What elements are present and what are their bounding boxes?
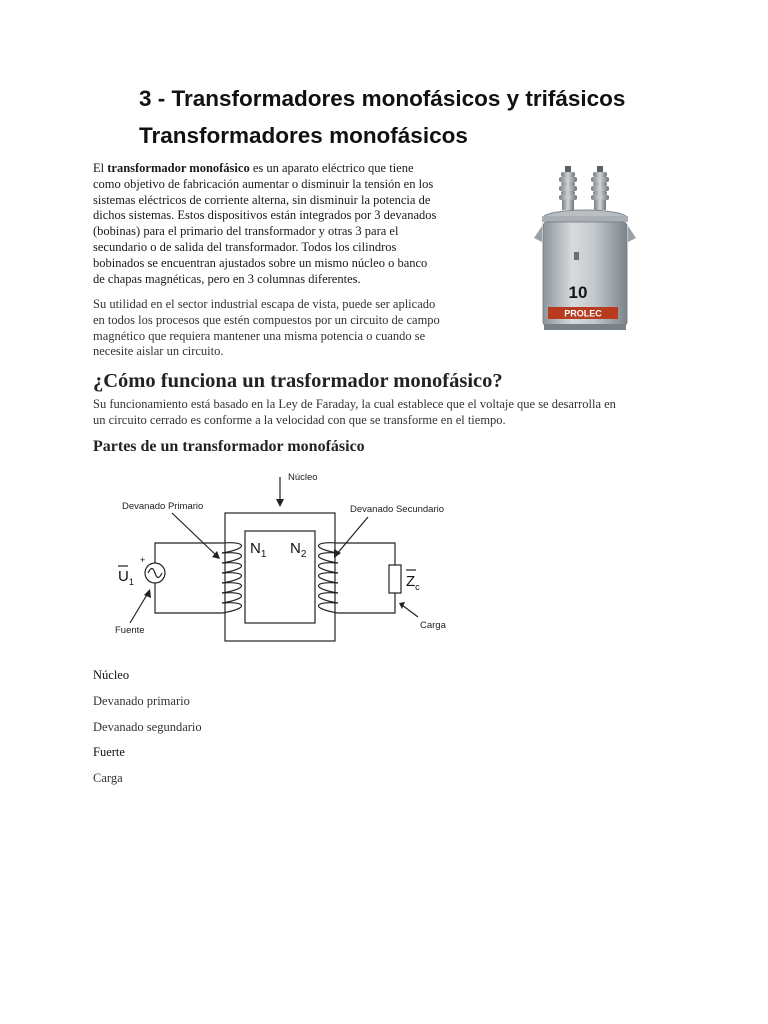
parts-list-item: Fuerte <box>93 745 125 759</box>
diagram-label-primario: Devanado Primario <box>122 501 204 512</box>
parts-list-item: Devanado segundario <box>93 720 202 734</box>
intro-line-5: (bobinas) para el primario del transformador y otras 3 para el <box>93 224 399 239</box>
transformer-number: 10 <box>568 283 588 302</box>
intro-bold-term: transformador monofásico <box>107 161 250 175</box>
utility-line-3: magnético que requiera mantener una misma potencia o cuando se <box>93 328 426 343</box>
transformer-diagram <box>100 465 460 645</box>
label-n1: $N_1$ <box>250 540 267 560</box>
intro-line-1: El transformador monofásico es un aparato eléctrico que tiene <box>93 161 414 175</box>
arrow-primario <box>172 513 218 557</box>
primary-wire-top <box>155 543 222 563</box>
diagram-label-fuente: Fuente <box>115 625 145 636</box>
intro-line-8: de chapas magnéticas, pero en 3 columnas diferentes. <box>93 271 361 286</box>
bushing-right <box>591 166 609 210</box>
arrow-carga <box>402 605 418 617</box>
sine-icon <box>148 569 162 578</box>
label-u1: $U_1$ <box>118 568 134 587</box>
parts-list-item: Núcleo <box>93 668 130 682</box>
bushing-left <box>559 166 577 210</box>
primary-wire-bottom <box>155 583 222 613</box>
intro-line-3: sistemas eléctricos de corriente alterna, sin disminuir la potencia de <box>93 192 431 207</box>
utility-paragraph <box>93 297 483 360</box>
diagram-label-nucleo: Núcleo <box>288 472 318 483</box>
svg-text:+: + <box>140 555 146 565</box>
utility-line-2: en todos los procesos que estén compuestos por un circuito de campo <box>93 312 440 327</box>
parts-list-item: Devanado primario <box>93 694 190 708</box>
diagram-label-secundario: Devanado Secundario <box>350 504 445 515</box>
intro-line-7: bobinados se encuentran ajustados sobre un mismo núcleo o banco <box>93 255 428 270</box>
utility-line-4: necesite aislar un circuito. <box>93 344 224 359</box>
how-it-works-paragraph <box>93 396 616 428</box>
intro-line-6: secundario o de salida del transformador. Todos los cilindros <box>93 239 397 254</box>
intro-line-4: dichos sistemas. Estos dispositivos están integrados por 3 devanados <box>93 208 437 223</box>
how-line-1: Su funcionamiento está basado en la Ley de Faraday, la cual establece que el voltaje que se desarrolla en <box>93 397 616 411</box>
how-it-works-heading: ¿Cómo funciona un trasformador monofásico? <box>93 370 503 392</box>
page-title: 3 - Transformadores monofásicos y trifásicos <box>139 86 626 111</box>
label-n2: $N_2$ <box>290 540 307 560</box>
arrow-secundario <box>336 517 368 555</box>
intro-line-2: como objetivo de fabricación aumentar o disminuir la tensión en los <box>93 176 434 191</box>
intro-paragraph <box>93 161 483 287</box>
transformer-photo <box>530 162 640 337</box>
secondary-wire-bottom <box>338 593 395 613</box>
load-symbol <box>389 565 401 593</box>
secondary-wire-top <box>338 543 395 565</box>
utility-line-1: Su utilidad en el sector industrial escapa de vista, puede ser aplicado <box>93 297 436 311</box>
arrow-fuente <box>130 593 148 623</box>
section-title: Transformadores monofásicos <box>139 123 468 148</box>
brand-plate: PROLEC <box>564 308 602 319</box>
label-zc: $Z_c$ <box>406 573 420 592</box>
parts-heading: Partes de un transformador monofásico <box>93 438 365 455</box>
parts-list-item: Carga <box>93 771 123 785</box>
how-line-2: un circuito cerrado es conforme a la velocidad con que se transforme en el tiempo. <box>93 413 506 427</box>
diagram-label-carga: Carga <box>420 620 446 631</box>
